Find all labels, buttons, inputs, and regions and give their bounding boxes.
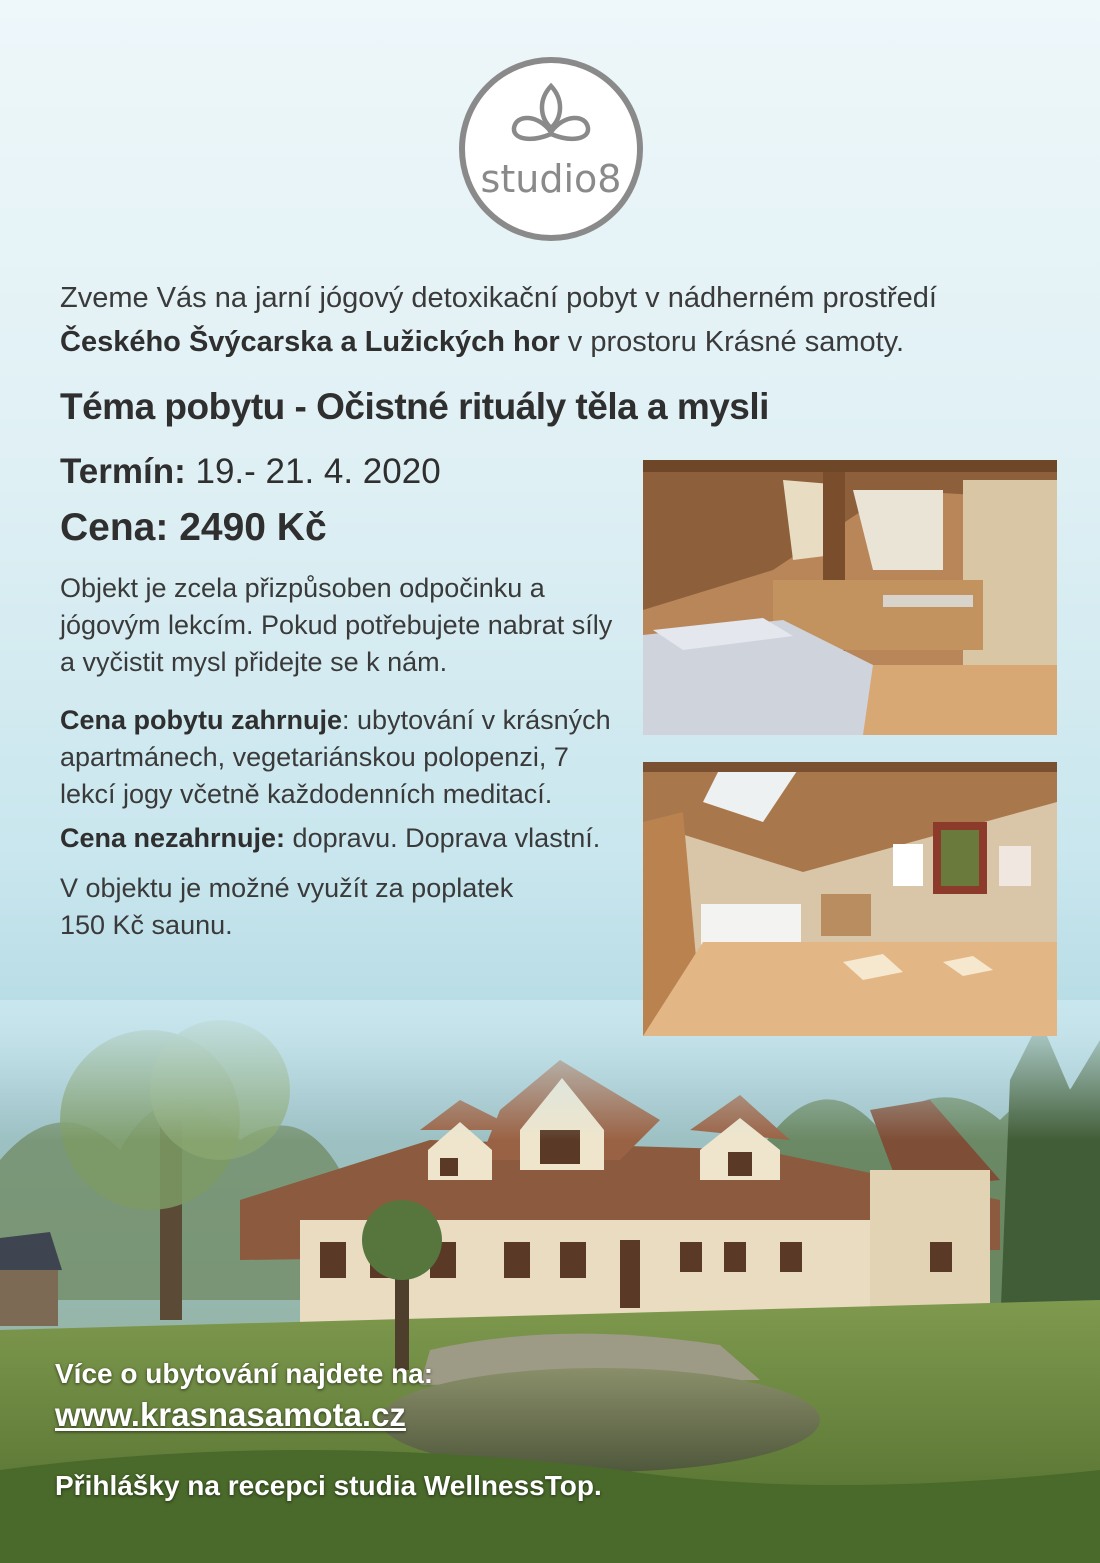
sauna-note: V objektu je možné využít za poplatek 150 Kč saunu. <box>60 873 514 940</box>
price-includes-text: : ubytování v krásných apartmánech, vegetariánskou polopenzi, 7 lekcí jogy včetně každodenních meditací. <box>60 705 611 809</box>
logo-wordmark: studio8 <box>480 157 622 201</box>
intro-line-1: Zveme Vás na jarní jógový detoxikační pobyt v nádherném prostředí <box>60 282 937 314</box>
price-excludes-label: Cena nezahrnuje: <box>60 823 286 853</box>
term-dates: 19.- 21. 4. 2020 <box>185 452 441 491</box>
intro-line-2 <box>60 320 1070 364</box>
region-name: Českého Švýcarska a Lužických hor <box>60 326 560 358</box>
more-info-label: Více o ubytování najdete na: <box>55 1358 434 1389</box>
stay-theme-heading: Téma pobytu - Očistné rituály těla a mysli <box>60 386 769 427</box>
signup-note: Přihlášky na recepci studia WellnessTop. <box>55 1470 602 1501</box>
term-line <box>60 452 441 492</box>
object-description: Objekt je zcela přizpůsoben odpočinku a jógovým lekcím. Pokud potřebujete nabrat síly a vyčistit mysl přidejte se k nám. <box>60 573 613 677</box>
price-excludes-text: dopravu. Doprava vlastní. <box>285 823 601 853</box>
website-link[interactable]: www.krasnasamota.cz <box>55 1396 406 1433</box>
intro-line-2-rest: v prostoru Krásné samoty. <box>559 326 905 358</box>
studio-logo <box>458 56 644 242</box>
price-heading: Cena: 2490 Kč <box>60 506 327 549</box>
yoga-room-photo <box>643 762 1057 1036</box>
bedroom-photo <box>643 460 1057 735</box>
price-includes-label: Cena pobytu zahrnuje <box>60 705 343 735</box>
price-includes <box>60 702 630 813</box>
term-label: Termín: <box>60 452 186 491</box>
intro-text <box>60 276 1070 364</box>
price-excludes <box>60 820 630 857</box>
